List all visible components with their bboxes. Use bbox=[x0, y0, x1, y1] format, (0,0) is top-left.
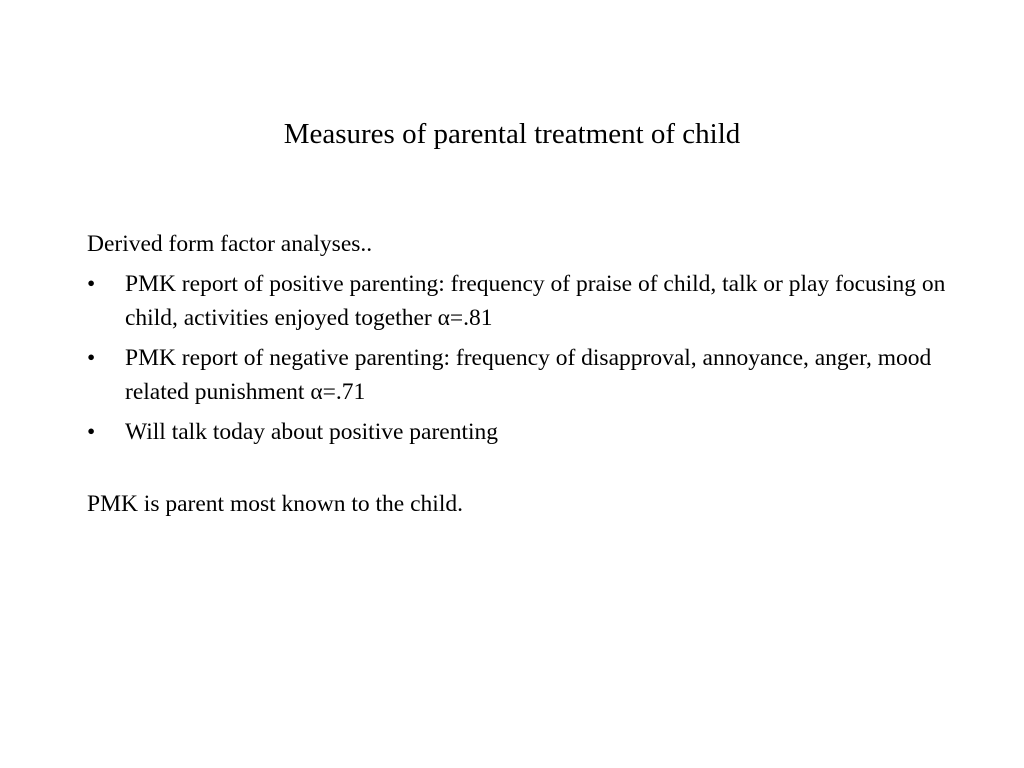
bullet-icon: • bbox=[87, 419, 96, 445]
bullet-item-talk-today bbox=[87, 415, 947, 449]
bullet-text: PMK report of positive parenting: frequency of praise of child, talk or play focusing on child, activities enjoyed together α=.81 bbox=[125, 271, 946, 331]
bullet-item-negative-parenting bbox=[87, 341, 947, 409]
intro-text: Derived form factor analyses.. bbox=[87, 231, 373, 257]
slide-title: Measures of parental treatment of child bbox=[283, 118, 741, 150]
bullet-item-positive-parenting bbox=[87, 267, 947, 335]
slide-body bbox=[87, 227, 947, 545]
footnote-text: PMK is parent most known to the child. bbox=[87, 491, 463, 517]
bullet-list bbox=[87, 267, 947, 449]
bullet-icon: • bbox=[87, 345, 96, 371]
bullet-icon: • bbox=[87, 271, 96, 297]
bullet-text: Will talk today about positive parenting bbox=[125, 419, 499, 445]
bullet-text: PMK report of negative parenting: frequency of disapproval, annoyance, anger, mood related punishment α=.71 bbox=[125, 345, 932, 405]
